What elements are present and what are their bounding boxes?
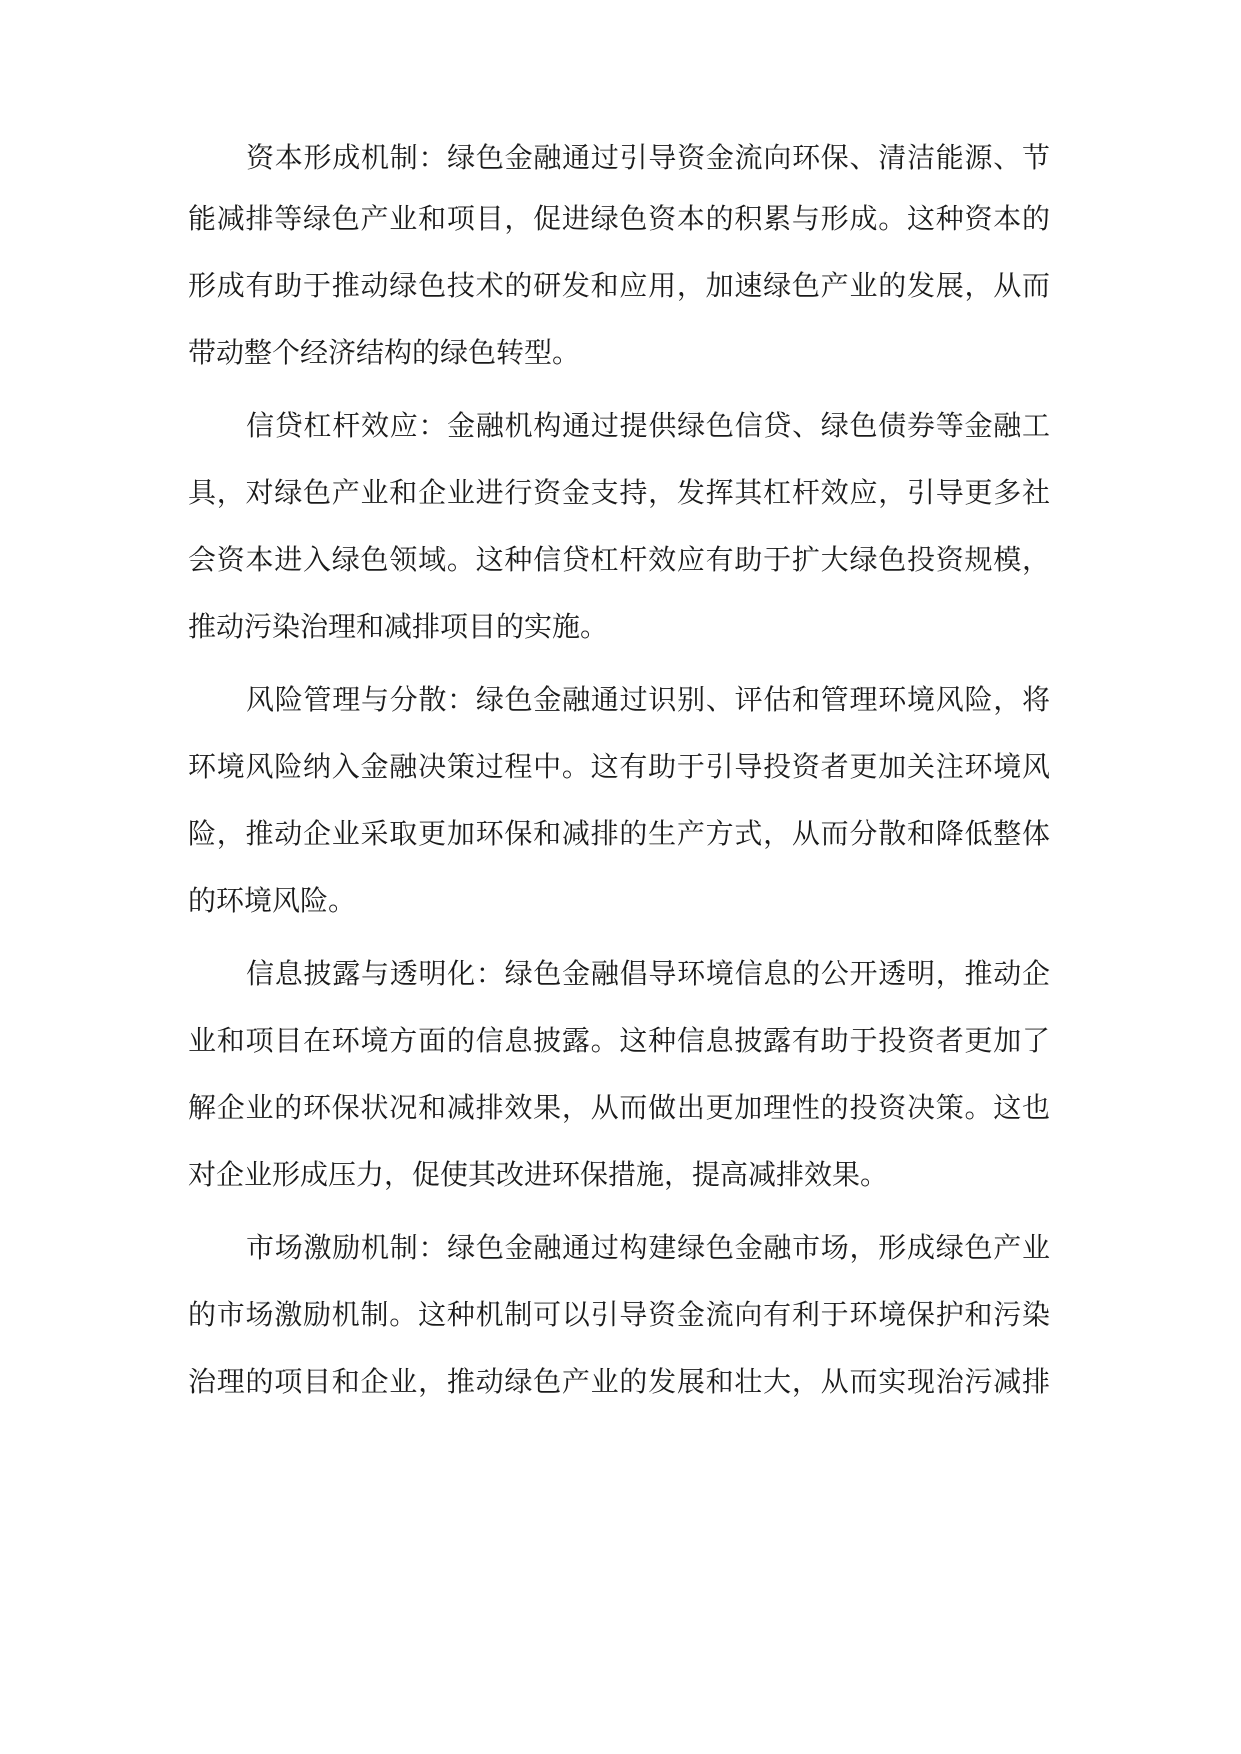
paragraph-4-line-2: 业和项目在环境方面的信息披露。这种信息披露有助于投资者更加了 — [188, 1024, 1050, 1057]
paragraph-5-line-2: 的市场激励机制。这种机制可以引导资金流向有利于环境保护和污染 — [188, 1298, 1050, 1331]
paragraph-5-line-3: 治理的项目和企业，推动绿色产业的发展和壮大，从而实现治污减排 — [188, 1365, 1050, 1398]
paragraph-2-line-4: 推动污染治理和减排项目的实施。 — [188, 610, 609, 643]
paragraph-3-line-4: 的环境风险。 — [188, 884, 357, 917]
paragraph-4-line-3: 解企业的环保状况和减排效果，从而做出更加理性的投资决策。这也 — [188, 1091, 1050, 1124]
paragraph-4-line-4: 对企业形成压力，促使其改进环保措施，提高减排效果。 — [188, 1158, 889, 1191]
paragraph-3-line-2: 环境风险纳入金融决策过程中。这有助于引导投资者更加关注环境风 — [188, 750, 1050, 783]
paragraph-1-line-4: 带动整个经济结构的绿色转型。 — [188, 336, 581, 369]
paragraph-1-line-2: 能减排等绿色产业和项目，促进绿色资本的积累与形成。这种资本的 — [188, 202, 1050, 235]
paragraph-2-line-1: 信贷杠杆效应：金融机构通过提供绿色信贷、绿色债券等金融工 — [246, 409, 1050, 442]
paragraph-1-line-3: 形成有助于推动绿色技术的研发和应用，加速绿色产业的发展，从而 — [188, 269, 1050, 302]
paragraph-2-line-2: 具，对绿色产业和企业进行资金支持，发挥其杠杆效应，引导更多社 — [188, 476, 1050, 509]
paragraph-3-line-1: 风险管理与分散：绿色金融通过识别、评估和管理环境风险，将 — [246, 683, 1050, 716]
paragraph-3-line-3: 险，推动企业采取更加环保和减排的生产方式，从而分散和降低整体 — [188, 817, 1050, 850]
paragraph-1-line-1: 资本形成机制：绿色金融通过引导资金流向环保、清洁能源、节 — [246, 141, 1050, 174]
paragraph-5-line-1: 市场激励机制：绿色金融通过构建绿色金融市场，形成绿色产业 — [246, 1231, 1050, 1264]
paragraph-2-line-3: 会资本进入绿色领域。这种信贷杠杆效应有助于扩大绿色投资规模， — [188, 543, 1050, 576]
paragraph-4-line-1: 信息披露与透明化：绿色金融倡导环境信息的公开透明，推动企 — [246, 957, 1050, 990]
